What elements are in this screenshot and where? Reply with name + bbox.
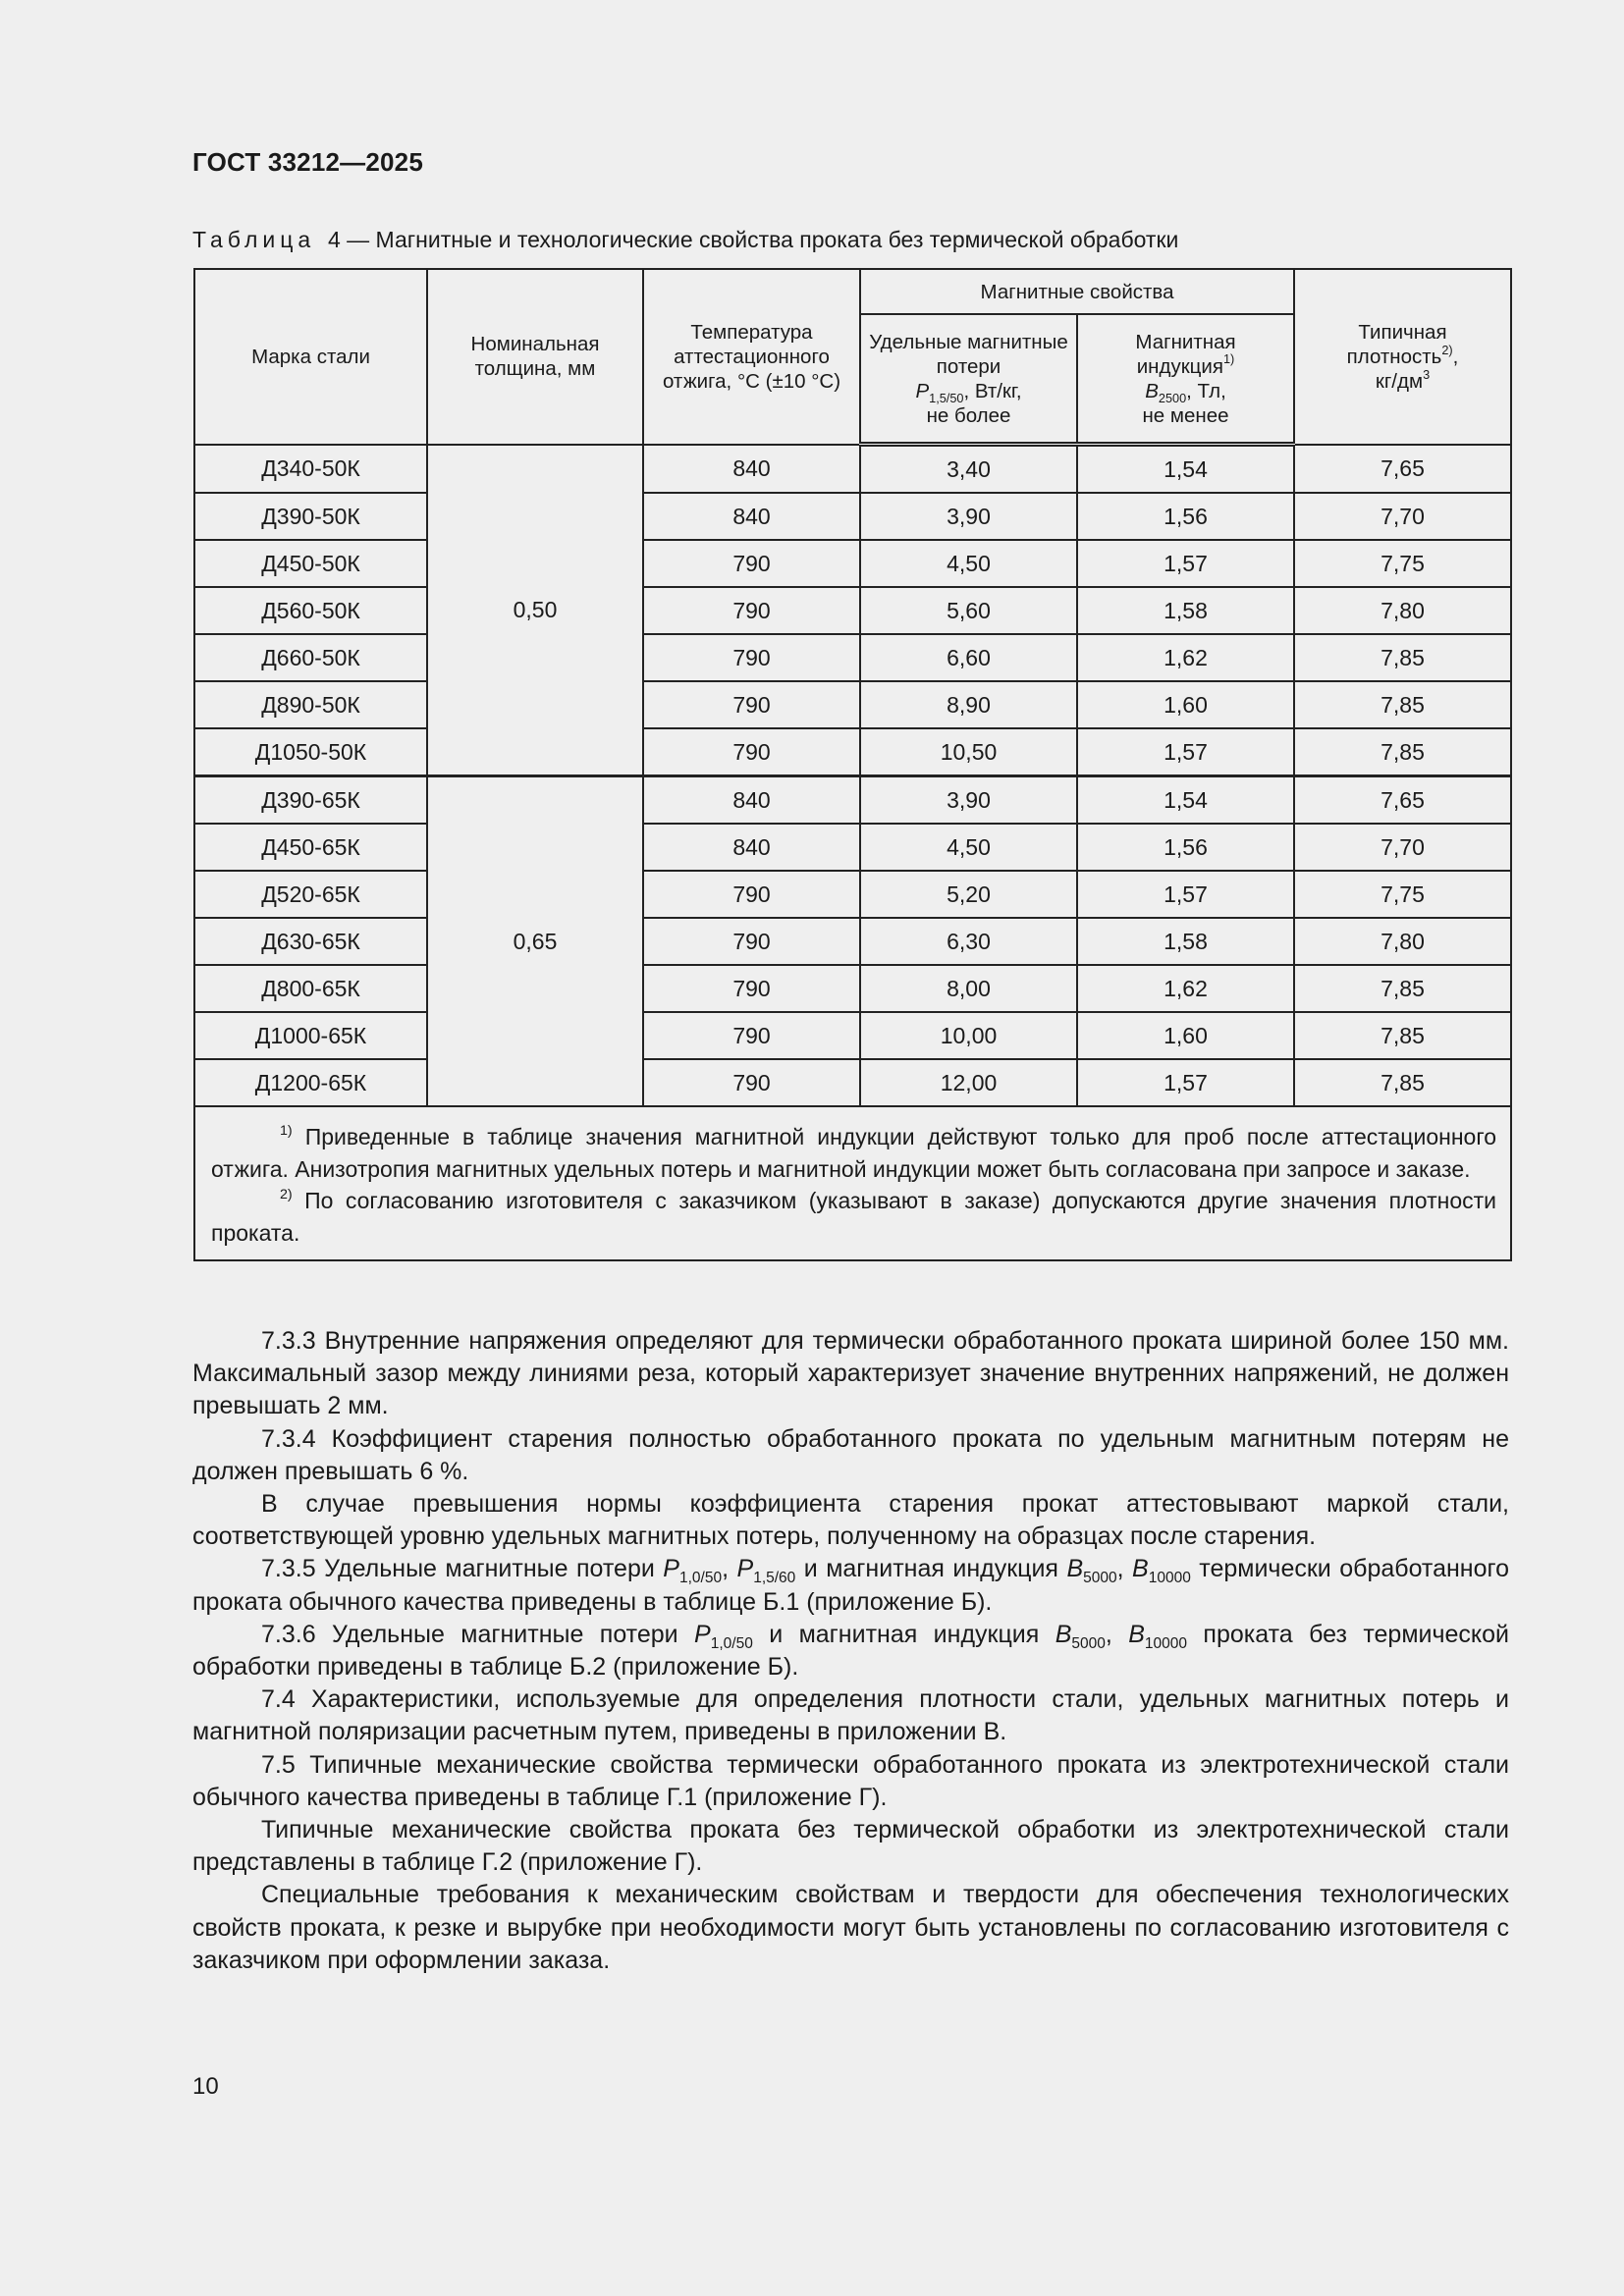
cell-temperature: 840: [643, 493, 860, 540]
cell-density: 7,85: [1294, 681, 1511, 728]
table-note-2: $^{2)}$ По согласованию изготовителя с заказчиком (указывают в заказе) допускаются другие значения плотности проката.: [211, 1187, 1497, 1246]
cell-specific-loss: 3,40: [860, 445, 1077, 494]
header-temperature: Температура аттестационного отжига, °С (±10 °С): [643, 269, 860, 445]
table-row: [194, 918, 1511, 965]
cell-specific-loss: 3,90: [860, 493, 1077, 540]
cell-density: 7,85: [1294, 634, 1511, 681]
cell-grade: Д890-50К: [194, 681, 427, 728]
cell-grade: Д800-65К: [194, 965, 427, 1012]
cell-temperature: 790: [643, 965, 860, 1012]
cell-specific-loss: 8,00: [860, 965, 1077, 1012]
cell-induction: 1,57: [1077, 871, 1294, 918]
cell-specific-loss: 10,00: [860, 1012, 1077, 1059]
table-row: [194, 445, 1511, 494]
table-row: [194, 728, 1511, 776]
cell-density: 7,80: [1294, 918, 1511, 965]
header-thickness: Номинальная толщина, мм: [427, 269, 643, 445]
table-row: [194, 824, 1511, 871]
cell-temperature: 840: [643, 445, 860, 494]
paragraph-7-3-4: 7.3.4 Коэффициент старения полностью обработанного проката по удельным магнитным потерям не должен превышать 6 %.: [192, 1424, 1509, 1485]
cell-density: 7,65: [1294, 445, 1511, 494]
cell-temperature: 790: [643, 918, 860, 965]
header-induction: Магнитная индукция$^{1)}$ $B_{2500}$, Тл, не менее: [1077, 314, 1294, 445]
paragraph-7-5: 7.5 Типичные механические свойства термически обработанного проката из электротехнической стали обычного качества приведены в таблице Г.1 (приложение Г).: [192, 1750, 1509, 1811]
table-row: [194, 776, 1511, 825]
cell-grade: Д450-65К: [194, 824, 427, 871]
cell-density: 7,75: [1294, 540, 1511, 587]
cell-specific-loss: 6,60: [860, 634, 1077, 681]
cell-density: 7,70: [1294, 824, 1511, 871]
cell-density: 7,85: [1294, 1012, 1511, 1059]
cell-density: 7,85: [1294, 965, 1511, 1012]
cell-specific-loss: 3,90: [860, 776, 1077, 825]
body-text: [192, 1325, 1509, 1977]
cell-grade: Д340-50К: [194, 445, 427, 494]
header-grade: Марка стали: [194, 269, 427, 445]
cell-grade: Д660-50К: [194, 634, 427, 681]
cell-density: 7,85: [1294, 1059, 1511, 1106]
cell-grade: Д1200-65К: [194, 1059, 427, 1106]
cell-induction: 1,56: [1077, 824, 1294, 871]
cell-density: 7,85: [1294, 728, 1511, 776]
cell-induction: 1,60: [1077, 1012, 1294, 1059]
cell-grade: Д630-65К: [194, 918, 427, 965]
table-row: [194, 871, 1511, 918]
cell-grade: Д1000-65К: [194, 1012, 427, 1059]
table-body: [194, 445, 1511, 1107]
paragraph-mechanical-untreated: Типичные механические свойства проката без термической обработки из электротехнической стали представлены в таблице Г.2 (приложение Г).: [192, 1816, 1509, 1877]
header-density: Типичная плотность$^{2)}$, $кг/дм^3$: [1294, 269, 1511, 445]
cell-induction: 1,62: [1077, 634, 1294, 681]
table-caption-text: 4 — Магнитные и технологические свойства проката без термической обработки: [327, 227, 1179, 252]
cell-grade: Д390-50К: [194, 493, 427, 540]
table-note-1: $^{1)}$ Приведенные в таблице значения магнитной индукции действуют только для проб после аттестационного отжига. Анизотропия магнитных удельных потерь и магнитной индукции может быть согласована при запросе и заказе.: [211, 1122, 1496, 1182]
cell-temperature: 790: [643, 540, 860, 587]
cell-temperature: 790: [643, 871, 860, 918]
cell-thickness: 0,65: [427, 776, 643, 1107]
cell-induction: 1,58: [1077, 918, 1294, 965]
cell-specific-loss: 12,00: [860, 1059, 1077, 1106]
cell-grade: Д390-65К: [194, 776, 427, 825]
paragraph-special-requirements: Специальные требования к механическим свойствам и твердости для обеспечения технологических свойств проката, к резке и вырубке при необходимости могут быть установлены по согласованию изготовителя с заказчиком при оформлении заказа.: [192, 1881, 1509, 1974]
header-specific-loss: Удельные магнитные потери $P_{1,5/50}$, Вт/кг, не более: [860, 314, 1077, 445]
cell-temperature: 790: [643, 728, 860, 776]
cell-density: 7,70: [1294, 493, 1511, 540]
cell-temperature: 790: [643, 1012, 860, 1059]
table-row: [194, 587, 1511, 634]
cell-induction: 1,54: [1077, 776, 1294, 825]
table-row: [194, 1012, 1511, 1059]
cell-induction: 1,57: [1077, 1059, 1294, 1106]
document-header: ГОСТ 33212—2025: [192, 147, 423, 177]
cell-specific-loss: 4,50: [860, 824, 1077, 871]
cell-grade: Д1050-50К: [194, 728, 427, 776]
cell-specific-loss: 5,60: [860, 587, 1077, 634]
cell-induction: 1,57: [1077, 728, 1294, 776]
header-magnetic-group: Магнитные свойства: [860, 269, 1294, 314]
table-row: [194, 681, 1511, 728]
cell-grade: Д450-50К: [194, 540, 427, 587]
cell-specific-loss: 4,50: [860, 540, 1077, 587]
cell-specific-loss: 10,50: [860, 728, 1077, 776]
cell-temperature: 840: [643, 776, 860, 825]
cell-induction: 1,56: [1077, 493, 1294, 540]
table-row: [194, 493, 1511, 540]
table-row: [194, 965, 1511, 1012]
cell-induction: 1,60: [1077, 681, 1294, 728]
paragraph-7-3-3: 7.3.3 Внутренние напряжения определяют для термически обработанного проката шириной более 150 мм. Максимальный зазор между линиями реза, который характеризует значение внутренних напряжений, не должен превышать 2 мм.: [192, 1327, 1509, 1420]
cell-temperature: 840: [643, 824, 860, 871]
cell-specific-loss: 8,90: [860, 681, 1077, 728]
properties-table: [193, 268, 1512, 1261]
cell-density: 7,65: [1294, 776, 1511, 825]
cell-grade: Д560-50К: [194, 587, 427, 634]
cell-induction: 1,62: [1077, 965, 1294, 1012]
table-caption-label: Таблица: [192, 227, 316, 252]
cell-specific-loss: 6,30: [860, 918, 1077, 965]
cell-induction: 1,58: [1077, 587, 1294, 634]
paragraph-7-3-5: 7.3.5 Удельные магнитные потери $P_{1,0/50}$, $P_{1,5/60}$ и магнитная индукция $B_{5000}$, $B_{10000}$ термически обработанного проката обычного качества приведены в таблице Б.1 (приложение Б).: [192, 1555, 1509, 1616]
cell-temperature: 790: [643, 1059, 860, 1106]
paragraph-7-4: 7.4 Характеристики, используемые для определения плотности стали, удельных магнитных потерь и магнитной поляризации расчетным путем, приведены в приложении В.: [192, 1685, 1509, 1746]
cell-temperature: 790: [643, 587, 860, 634]
cell-temperature: 790: [643, 681, 860, 728]
cell-density: 7,75: [1294, 871, 1511, 918]
table-caption: [192, 227, 1178, 253]
table-row: [194, 1059, 1511, 1106]
paragraph-aging-note: В случае превышения нормы коэффициента старения прокат аттестовывают маркой стали, соответствующей уровню удельных магнитных потерь, полученному на образцах после старения.: [192, 1490, 1509, 1551]
cell-thickness: 0,50: [427, 445, 643, 776]
cell-induction: 1,57: [1077, 540, 1294, 587]
cell-specific-loss: 5,20: [860, 871, 1077, 918]
page-number: 10: [192, 2073, 219, 2100]
table-row: [194, 540, 1511, 587]
cell-density: 7,80: [1294, 587, 1511, 634]
paragraph-7-3-6: 7.3.6 Удельные магнитные потери $P_{1,0/50}$ и магнитная индукция $B_{5000}$, $B_{10000}$ проката без термической обработки приведены в таблице Б.2 (приложение Б).: [192, 1620, 1509, 1682]
cell-temperature: 790: [643, 634, 860, 681]
table-row: [194, 634, 1511, 681]
cell-induction: 1,54: [1077, 445, 1294, 494]
cell-grade: Д520-65К: [194, 871, 427, 918]
table-notes: [194, 1106, 1511, 1260]
